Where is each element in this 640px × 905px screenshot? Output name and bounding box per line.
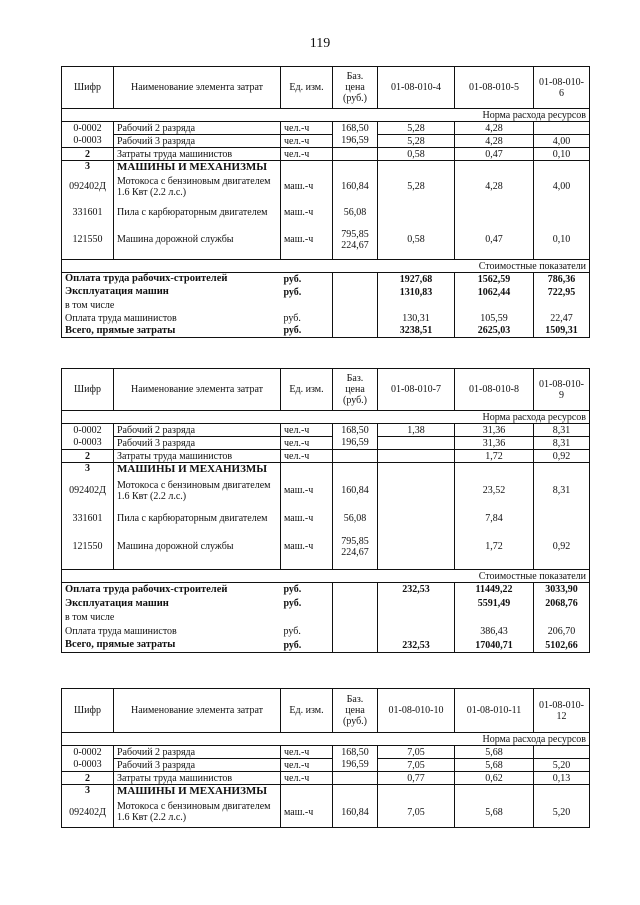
cost-row (62, 583, 590, 597)
cost-unit: руб. (281, 639, 333, 653)
row-value (534, 463, 590, 476)
row-value: 1,72 (455, 532, 534, 562)
row-code: 2 (62, 772, 114, 785)
row-name: Пила с карбюраторным двигателем (114, 506, 281, 532)
row-value: 8,31 (534, 476, 590, 506)
row-code: 0-0003 (62, 437, 114, 450)
cost-unit (281, 611, 333, 625)
row-code: 2 (62, 450, 114, 463)
row-unit (281, 785, 333, 798)
header-column: 01-08-010-4 (378, 67, 455, 109)
header-column: 01-08-010-5 (455, 67, 534, 109)
row-name: Мотокоса с бензиновым двигателем 1.6 Квт (2.2 л.с.) (114, 798, 281, 828)
row-code: 0-0002 (62, 122, 114, 135)
table-row (62, 476, 590, 506)
table-row (62, 226, 590, 254)
header-price: Баз. цена (руб.) (333, 689, 378, 733)
header-unit: Ед. изм. (281, 369, 333, 411)
header-price: Баз. цена (руб.) (333, 67, 378, 109)
cost-price-blank (333, 299, 378, 312)
row-name: Пила с карбюраторным двигателем (114, 200, 281, 226)
header-unit: Ед. изм. (281, 689, 333, 733)
row-value: 5,20 (534, 759, 590, 772)
table-row (62, 200, 590, 226)
header-price: Баз. цена (руб.) (333, 369, 378, 411)
cost-name: Оплата труда машинистов (62, 312, 281, 325)
row-value: 0,77 (378, 772, 455, 785)
header-unit: Ед. изм. (281, 67, 333, 109)
row-value (378, 437, 455, 450)
row-value (378, 506, 455, 532)
cost-price-blank (333, 639, 378, 653)
row-value: 7,05 (378, 759, 455, 772)
row-value: 8,31 (534, 424, 590, 437)
row-code: 331601 (62, 200, 114, 226)
cost-row (62, 286, 590, 299)
cost-label: Стоимостные показатели (62, 570, 590, 583)
table-row (62, 746, 590, 759)
row-name: Рабочий 2 разряда (114, 122, 281, 135)
cost-name: Всего, прямые затраты (62, 639, 281, 653)
cost-value: 1927,68 (378, 273, 455, 286)
cost-row (62, 611, 590, 625)
row-value (534, 746, 590, 759)
cost-value: 2068,76 (534, 597, 590, 611)
row-value (378, 450, 455, 463)
row-price: 196,59 (333, 135, 378, 148)
row-name: Машина дорожной службы (114, 226, 281, 254)
header-column: 01-08-010-11 (455, 689, 534, 733)
row-value: 1,38 (378, 424, 455, 437)
header-code: Шифр (62, 369, 114, 411)
row-price: 168,50 (333, 122, 378, 135)
cost-value: 232,53 (378, 639, 455, 653)
row-value (378, 463, 455, 476)
cost-value (534, 611, 590, 625)
row-value: 4,00 (534, 174, 590, 200)
spacer-cell (333, 562, 378, 570)
cost-price-blank (333, 273, 378, 286)
row-value: 0,58 (378, 226, 455, 254)
row-value (378, 785, 455, 798)
row-value: 31,36 (455, 424, 534, 437)
row-code: 331601 (62, 506, 114, 532)
table-row (62, 424, 590, 437)
cost-row (62, 312, 590, 325)
cost-value: 130,31 (378, 312, 455, 325)
cost-value: 1562,59 (455, 273, 534, 286)
cost-value: 5102,66 (534, 639, 590, 653)
row-value: 5,68 (455, 759, 534, 772)
table-row (62, 798, 590, 828)
cost-value: 722,95 (534, 286, 590, 299)
row-unit: маш.-ч (281, 798, 333, 828)
row-value: 4,28 (455, 174, 534, 200)
cost-unit: руб. (281, 597, 333, 611)
row-price (333, 226, 378, 254)
row-unit: чел.-ч (281, 148, 333, 161)
row-name: Затраты труда машинистов (114, 772, 281, 785)
cost-value (378, 597, 455, 611)
cost-value: 3238,51 (378, 325, 455, 338)
row-value: 0,58 (378, 148, 455, 161)
table-row (62, 463, 590, 476)
row-value (534, 122, 590, 135)
cost-unit: руб. (281, 286, 333, 299)
row-value: 31,36 (455, 437, 534, 450)
row-unit: маш.-ч (281, 200, 333, 226)
row-value: 23,52 (455, 476, 534, 506)
cost-name: Эксплуатация машин (62, 286, 281, 299)
row-price: 56,08 (333, 506, 378, 532)
cost-unit: руб. (281, 312, 333, 325)
cost-value (455, 611, 534, 625)
row-value: 0,47 (455, 148, 534, 161)
cost-name: Оплата труда машинистов (62, 625, 281, 639)
cost-value: 22,47 (534, 312, 590, 325)
header-name: Наименование элемента затрат (114, 689, 281, 733)
cost-value: 17040,71 (455, 639, 534, 653)
row-value: 0,13 (534, 772, 590, 785)
row-value: 4,00 (534, 135, 590, 148)
row-unit: чел.-ч (281, 746, 333, 759)
row-value (455, 785, 534, 798)
row-value: 0,92 (534, 450, 590, 463)
cost-label: Стоимостные показатели (62, 260, 590, 273)
page-number: 119 (309, 36, 331, 51)
row-value (534, 200, 590, 226)
row-price (333, 463, 378, 476)
row-value: 7,05 (378, 798, 455, 828)
row-value: 1,72 (455, 450, 534, 463)
row-code: 121550 (62, 226, 114, 254)
row-price: 160,84 (333, 476, 378, 506)
norm-label: Норма расхода ресурсов (62, 109, 590, 122)
cost-value: 3033,90 (534, 583, 590, 597)
row-value: 4,28 (455, 122, 534, 135)
cost-row (62, 299, 590, 312)
row-value: 5,28 (378, 122, 455, 135)
row-name: Затраты труда машинистов (114, 148, 281, 161)
cost-value (534, 299, 590, 312)
cost-value: 206,70 (534, 625, 590, 639)
cost-unit: руб. (281, 625, 333, 639)
cost-row (62, 625, 590, 639)
row-code: 0-0003 (62, 135, 114, 148)
header-column: 01-08-010-9 (534, 369, 590, 411)
row-value (455, 200, 534, 226)
cost-value: 5591,49 (455, 597, 534, 611)
header-column: 01-08-010-7 (378, 369, 455, 411)
cost-value: 232,53 (378, 583, 455, 597)
row-unit: маш.-ч (281, 476, 333, 506)
row-value: 5,28 (378, 174, 455, 200)
row-unit (281, 463, 333, 476)
cost-value (378, 299, 455, 312)
cost-value: 1310,83 (378, 286, 455, 299)
row-value (534, 161, 590, 174)
cost-price-blank (333, 312, 378, 325)
norm-label: Норма расхода ресурсов (62, 411, 590, 424)
price-bottom: 224,67 (341, 239, 369, 251)
spacer-cell (455, 562, 534, 570)
row-price (333, 148, 378, 161)
header-name: Наименование элемента затрат (114, 67, 281, 109)
cost-unit: руб. (281, 273, 333, 286)
row-value: 5,68 (455, 746, 534, 759)
spacer-cell (534, 562, 590, 570)
cost-value (455, 299, 534, 312)
row-code: 092402Д (62, 798, 114, 828)
cost-value: 11449,22 (455, 583, 534, 597)
cost-unit (281, 299, 333, 312)
row-value: 0,10 (534, 148, 590, 161)
resource-table-3 (61, 688, 590, 828)
cost-row (62, 597, 590, 611)
row-unit: чел.-ч (281, 424, 333, 437)
cost-unit: руб. (281, 583, 333, 597)
row-price (333, 785, 378, 798)
cost-price-blank (333, 325, 378, 338)
spacer-cell (114, 562, 281, 570)
row-value (534, 785, 590, 798)
cost-value: 386,43 (455, 625, 534, 639)
row-price: 168,50 (333, 746, 378, 759)
norm-label: Норма расхода ресурсов (62, 733, 590, 746)
cost-name: Оплата труда рабочих-строителей (62, 583, 281, 597)
cost-price-blank (333, 583, 378, 597)
row-name: МАШИНЫ И МЕХАНИЗМЫ (114, 161, 281, 174)
row-name: МАШИНЫ И МЕХАНИЗМЫ (114, 463, 281, 476)
cost-price-blank (333, 611, 378, 625)
cost-price-blank (333, 625, 378, 639)
row-value (378, 200, 455, 226)
header-column: 01-08-010-12 (534, 689, 590, 733)
cost-value (378, 611, 455, 625)
price-top: 795,85 (341, 228, 369, 240)
row-value: 5,68 (455, 798, 534, 828)
row-value (378, 476, 455, 506)
row-value (378, 532, 455, 562)
row-code: 3 (62, 463, 114, 476)
row-name: Рабочий 3 разряда (114, 759, 281, 772)
table-row (62, 161, 590, 174)
price-bottom: 224,67 (341, 546, 369, 558)
row-code: 0-0002 (62, 746, 114, 759)
cost-name: Эксплуатация машин (62, 597, 281, 611)
row-name: Машина дорожной службы (114, 532, 281, 562)
cost-value: 105,59 (455, 312, 534, 325)
row-code: 3 (62, 785, 114, 798)
cost-name: в том числе (62, 299, 281, 312)
row-name: Рабочий 2 разряда (114, 424, 281, 437)
cost-row (62, 273, 590, 286)
table-row (62, 437, 590, 450)
row-price: 160,84 (333, 798, 378, 828)
row-price: 196,59 (333, 437, 378, 450)
row-unit: чел.-ч (281, 122, 333, 135)
cost-name: в том числе (62, 611, 281, 625)
row-value: 4,28 (455, 135, 534, 148)
row-code: 3 (62, 161, 114, 174)
row-unit: чел.-ч (281, 437, 333, 450)
row-value: 0,47 (455, 226, 534, 254)
table-row (62, 759, 590, 772)
resource-table-1 (61, 66, 590, 338)
table-row (62, 785, 590, 798)
table-row (62, 450, 590, 463)
header-name: Наименование элемента затрат (114, 369, 281, 411)
row-value: 5,28 (378, 135, 455, 148)
row-unit: чел.-ч (281, 772, 333, 785)
header-column: 01-08-010-6 (534, 67, 590, 109)
row-name: Затраты труда машинистов (114, 450, 281, 463)
header-code: Шифр (62, 689, 114, 733)
row-unit (281, 161, 333, 174)
row-name: Рабочий 2 разряда (114, 746, 281, 759)
row-unit: маш.-ч (281, 174, 333, 200)
row-value: 0,62 (455, 772, 534, 785)
row-unit: чел.-ч (281, 759, 333, 772)
row-value: 8,31 (534, 437, 590, 450)
row-code: 0-0002 (62, 424, 114, 437)
price-top: 795,85 (341, 535, 369, 547)
row-price: 196,59 (333, 759, 378, 772)
row-code: 092402Д (62, 476, 114, 506)
table-row (62, 148, 590, 161)
row-name: Рабочий 3 разряда (114, 135, 281, 148)
row-name: Рабочий 3 разряда (114, 437, 281, 450)
row-unit: маш.-ч (281, 226, 333, 254)
row-value: 5,20 (534, 798, 590, 828)
table-row (62, 532, 590, 562)
row-unit: чел.-ч (281, 135, 333, 148)
row-value: 0,92 (534, 532, 590, 562)
cost-value: 786,36 (534, 273, 590, 286)
header-code: Шифр (62, 67, 114, 109)
resource-table-2 (61, 368, 590, 653)
row-code: 2 (62, 148, 114, 161)
cost-value (378, 625, 455, 639)
row-value (378, 161, 455, 174)
row-price: 168,50 (333, 424, 378, 437)
cost-name: Всего, прямые затраты (62, 325, 281, 338)
cost-row (62, 639, 590, 653)
row-price: 56,08 (333, 200, 378, 226)
cost-row (62, 325, 590, 338)
row-unit: чел.-ч (281, 450, 333, 463)
cost-value: 1509,31 (534, 325, 590, 338)
table-row (62, 506, 590, 532)
row-unit: маш.-ч (281, 532, 333, 562)
cost-value: 2625,03 (455, 325, 534, 338)
spacer-cell (62, 562, 114, 570)
header-column: 01-08-010-8 (455, 369, 534, 411)
table-row (62, 135, 590, 148)
header-column: 01-08-010-10 (378, 689, 455, 733)
cost-price-blank (333, 286, 378, 299)
row-value (455, 463, 534, 476)
row-name: Мотокоса с бензиновым двигателем 1.6 Квт (2.2 л.с.) (114, 476, 281, 506)
cost-value: 1062,44 (455, 286, 534, 299)
row-price (333, 450, 378, 463)
row-price: 160,84 (333, 174, 378, 200)
row-value (455, 161, 534, 174)
row-value: 7,05 (378, 746, 455, 759)
row-code: 092402Д (62, 174, 114, 200)
row-price (333, 772, 378, 785)
row-name: Мотокоса с бензиновым двигателем 1.6 Квт (2.2 л.с.) (114, 174, 281, 200)
cost-price-blank (333, 597, 378, 611)
row-unit: маш.-ч (281, 506, 333, 532)
row-price (333, 161, 378, 174)
table-row (62, 122, 590, 135)
row-value (534, 506, 590, 532)
spacer-cell (281, 562, 333, 570)
row-price (333, 532, 378, 562)
spacer-cell (378, 562, 455, 570)
row-name: МАШИНЫ И МЕХАНИЗМЫ (114, 785, 281, 798)
row-code: 0-0003 (62, 759, 114, 772)
table-row (62, 772, 590, 785)
table-row (62, 174, 590, 200)
cost-name: Оплата труда рабочих-строителей (62, 273, 281, 286)
cost-unit: руб. (281, 325, 333, 338)
row-value: 7,84 (455, 506, 534, 532)
row-value: 0,10 (534, 226, 590, 254)
row-code: 121550 (62, 532, 114, 562)
